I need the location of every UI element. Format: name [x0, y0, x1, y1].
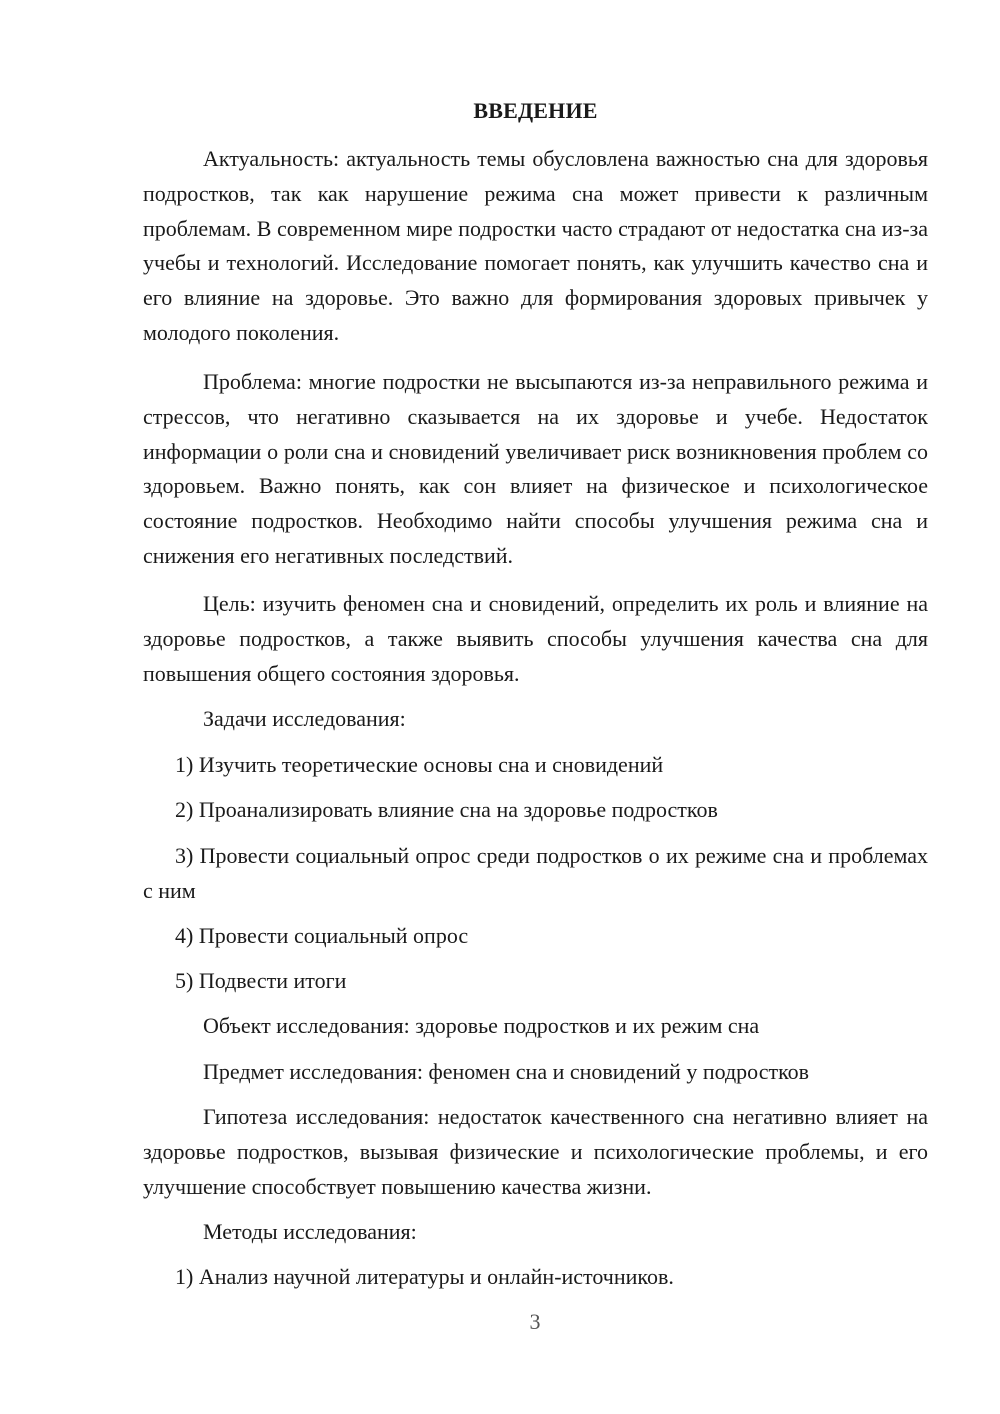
tasks-heading: Задачи исследования: — [203, 706, 406, 731]
task-item-2: 2) Проанализировать влияние сна на здоровье подростков — [175, 797, 718, 822]
relevance-paragraph: Актуальность: актуальность темы обусловлена важностью сна для здоровья подростков, так как нарушение режима сна может привести к различным проблемам. В современном мире подростки часто страдают от недостатка сна из-за учебы и технологий. Исследование помогает понять, как улучшить качество сна и его влияние на здоровье. Это важно для формирования здоровых привычек у молодого поколения. — [143, 146, 928, 345]
goal-paragraph: Цель: изучить феномен сна и сновидений, определить их роль и влияние на здоровье подростков, а также выявить способы улучшения качества сна для повышения общего состояния здоровья. — [143, 591, 928, 686]
task-item-1: 1) Изучить теоретические основы сна и сновидений — [175, 752, 664, 777]
problem-paragraph: Проблема: многие подростки не высыпаются из-за неправильного режима и стрессов, что негативно сказывается на их здоровье и учебе. Недостаток информации о роли сна и сновидений увеличивает риск возникновения проблем со здоровьем. Важно понять, как сон влияет на физическое и психологическое состояние подростков. Необходимо найти способы улучшения режима сна и снижения его негативных последствий. — [143, 369, 928, 568]
task-item-3: 3) Провести социальный опрос среди подростков о их режиме сна и проблемах с ним — [143, 843, 928, 903]
page-number: 3 — [529, 1309, 541, 1334]
methods-heading: Методы исследования: — [203, 1219, 417, 1244]
subject-line: Предмет исследования: феномен сна и сновидений у подростков — [203, 1059, 810, 1084]
section-title: ВВЕДЕНИЕ — [473, 98, 598, 123]
hypothesis-paragraph: Гипотеза исследования: недостаток качественного сна негативно влияет на здоровье подростков, вызывая физические и психологические проблемы, и его улучшение способствует повышению качества жизни. — [143, 1104, 928, 1199]
task-item-5: 5) Подвести итоги — [175, 968, 347, 993]
task-item-4: 4) Провести социальный опрос — [175, 923, 469, 948]
method-item-1: 1) Анализ научной литературы и онлайн-источников. — [175, 1264, 674, 1289]
object-line: Объект исследования: здоровье подростков и их режим сна — [203, 1013, 760, 1038]
